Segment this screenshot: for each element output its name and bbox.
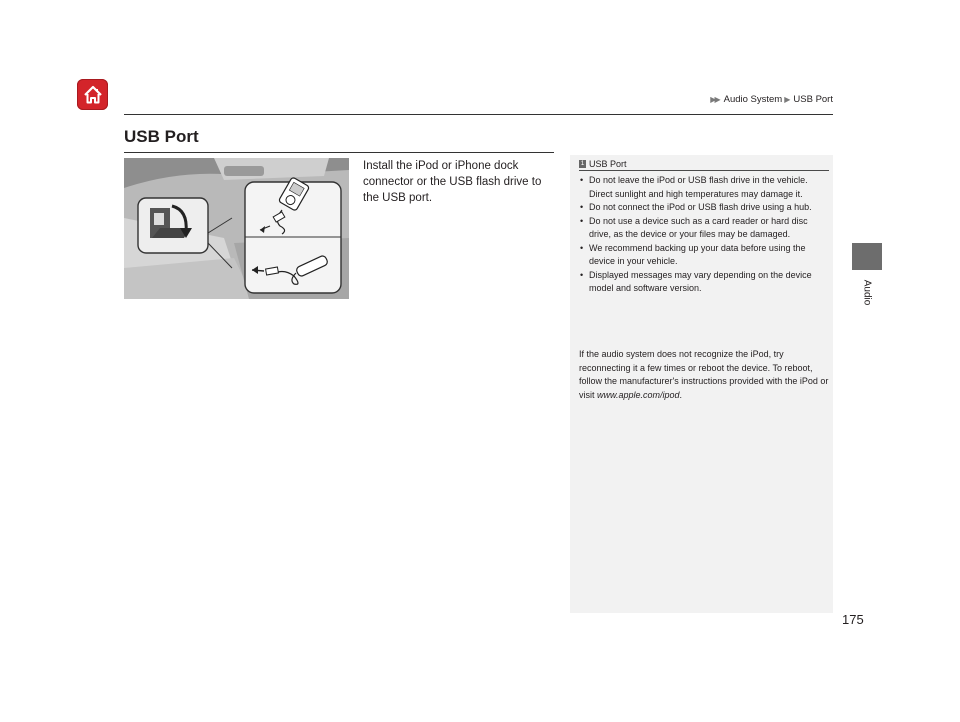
breadcrumb-arrow-icon: ▶: [784, 95, 789, 104]
section-tab-label: Audio: [861, 279, 873, 305]
list-item: • Do not connect the iPod or USB flash drive using a hub.: [579, 201, 827, 215]
bullet-icon: •: [580, 215, 584, 226]
breadcrumb-arrow-icon: ▶▶: [710, 95, 719, 104]
precautions-list: [579, 174, 827, 296]
list-item: • Displayed messages may vary depending on the device model and software version.: [580, 269, 812, 293]
section-tab-marker[interactable]: [852, 243, 882, 270]
breadcrumb: [710, 94, 833, 105]
troubleshooting-note: If the audio system does not recognize the iPod, try reconnecting it a few times or reboot the device. To reboot, follow the manufacturer's instructions provided with the iPod or visit www.apple.com/ipod.: [579, 349, 829, 400]
breadcrumb-item-usb-port[interactable]: USB Port: [793, 94, 833, 105]
info-sidebar: [570, 155, 833, 613]
list-item: • Do not use a device such as a card reader or hard disc drive, as the device or your files may be damaged.: [580, 215, 808, 239]
home-icon: [82, 84, 104, 106]
reference-number-badge: 1: [580, 160, 585, 167]
page-title: USB Port: [124, 127, 199, 146]
bullet-icon: •: [580, 202, 584, 212]
sidebar-heading: [579, 159, 627, 169]
section-divider: [124, 152, 554, 153]
sidebar-heading-text: USB Port: [589, 159, 627, 169]
home-button[interactable]: [77, 79, 108, 110]
bullet-icon: •: [580, 175, 584, 185]
instruction-paragraph: Install the iPod or iPhone dock connector or the USB flash drive to the USB port.: [363, 160, 542, 204]
bullet-icon: •: [580, 269, 584, 280]
breadcrumb-item-audio-system[interactable]: Audio System: [723, 94, 783, 105]
sidebar-divider: [579, 170, 829, 171]
apple-ipod-link[interactable]: www.apple.com/ipod: [597, 389, 680, 400]
page-number: 175: [842, 612, 864, 627]
list-item: • We recommend backing up your data before using the device in your vehicle.: [580, 242, 806, 266]
header-divider: [124, 114, 833, 115]
list-item: • Do not leave the iPod or USB flash drive in the vehicle. Direct sunlight and high temperatures may damage it.: [580, 175, 808, 199]
usb-port-illustration: [124, 158, 349, 299]
bullet-icon: •: [580, 242, 584, 253]
